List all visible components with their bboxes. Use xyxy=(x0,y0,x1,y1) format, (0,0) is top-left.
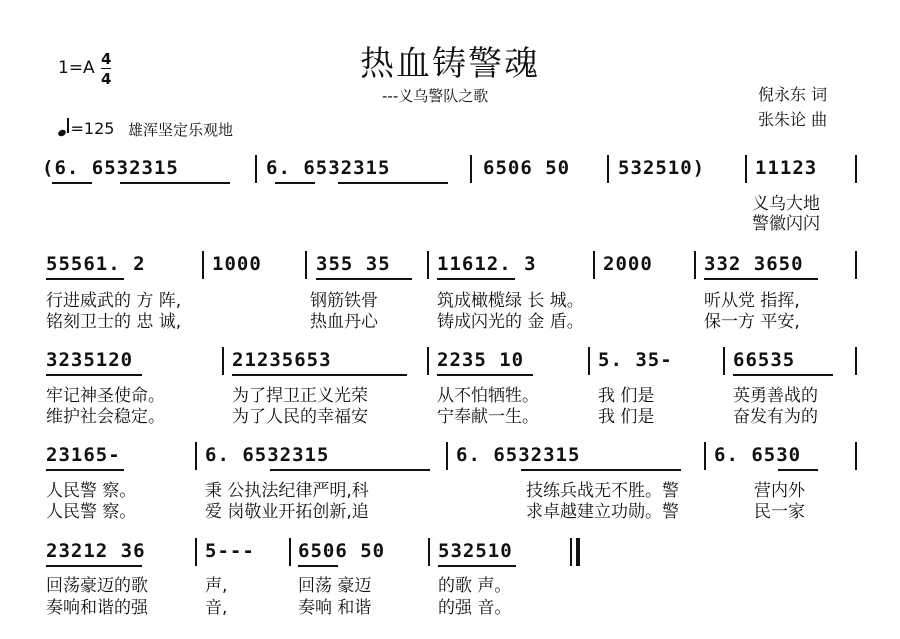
barline xyxy=(855,155,857,183)
lyric-r3-m3-v1: 从不怕牺牲。 xyxy=(437,386,539,406)
time-signature-line xyxy=(101,68,111,69)
beam-line xyxy=(733,374,833,376)
lyric-r4-m2-v2: 爱 岗敬业开拓创新,追 xyxy=(205,502,369,522)
beam-line xyxy=(437,374,533,376)
song-title: 热血铸警魂 xyxy=(360,44,540,84)
measure-r2-m2: 1000 xyxy=(212,253,262,275)
beam-line xyxy=(270,469,430,471)
final-barline-thin xyxy=(570,538,572,566)
barline xyxy=(289,538,291,566)
time-signature-bottom: 4 xyxy=(101,70,112,88)
barline xyxy=(446,442,448,470)
beam-line xyxy=(298,565,338,567)
barline xyxy=(593,251,595,279)
beam-line xyxy=(52,182,92,184)
lyric-r4-m4-v2: 民一家 xyxy=(754,502,805,522)
measure-r1-m4: 532510) xyxy=(618,157,706,179)
barline xyxy=(255,155,257,183)
measure-r2-m5: 2000 xyxy=(603,253,653,275)
measure-r1-m2: 6. 6532315 xyxy=(266,157,391,179)
measure-r2-m6: 332 3650 xyxy=(704,253,804,275)
beam-line xyxy=(120,182,230,184)
lyric-r1-v1: 义乌大地 xyxy=(752,194,820,214)
beam-line xyxy=(46,374,142,376)
measure-r3-m3: 2235 10 xyxy=(437,349,525,371)
lyric-r4-m3-v1: 技练兵战无不胜。警 xyxy=(526,481,679,501)
measure-r5-m4: 532510 xyxy=(438,540,513,562)
lyric-r2-m6-v2: 保一方 平安, xyxy=(704,312,800,332)
beam-line xyxy=(232,374,407,376)
note-stem-icon xyxy=(67,118,69,133)
barline xyxy=(607,155,609,183)
lyric-r2-m3-v2: 热血丹心 xyxy=(310,312,378,332)
beam-line xyxy=(46,565,142,567)
lyric-r5-m4-v2: 的强 音。 xyxy=(438,598,512,618)
barline xyxy=(855,251,857,279)
lyric-r3-m2-v2: 为了人民的幸福安 xyxy=(232,407,368,427)
lyric-r2-m4-v1: 筑成橄榄绿 长 城。 xyxy=(437,291,584,311)
beam-line xyxy=(46,469,124,471)
barline xyxy=(427,251,429,279)
measure-r5-m2: 5--- xyxy=(205,540,255,562)
barline xyxy=(855,347,857,375)
measure-r1-m3: 6506 50 xyxy=(483,157,571,179)
beam-line xyxy=(275,182,315,184)
barline xyxy=(427,347,429,375)
final-barline-thick xyxy=(576,538,580,566)
expression-marking: 雄浑坚定乐观地 xyxy=(128,121,234,139)
tempo-marking xyxy=(58,119,114,138)
beam-line xyxy=(338,182,448,184)
barline xyxy=(723,347,725,375)
lyric-r5-m1-v2: 奏响和谐的强 xyxy=(46,598,148,618)
lyric-r5-m1-v1: 回荡豪迈的歌 xyxy=(46,576,148,596)
lyric-r5-m3-v1: 回荡 豪迈 xyxy=(298,576,372,596)
measure-r4-m3: 6. 6532315 xyxy=(456,444,581,466)
lyric-r3-m3-v2: 宁奉献一生。 xyxy=(437,407,539,427)
measure-r5-m1: 23212 36 xyxy=(46,540,146,562)
lyric-r3-m5-v1: 英勇善战的 xyxy=(733,386,818,406)
barline xyxy=(470,155,472,183)
measure-r4-m2: 6. 6532315 xyxy=(205,444,330,466)
tempo-value: =125 xyxy=(70,119,115,138)
measure-r1-m5: 11123 xyxy=(755,157,818,179)
barline xyxy=(195,538,197,566)
song-subtitle: ---义乌警队之歌 xyxy=(382,87,489,105)
measure-r3-m4: 5. 35- xyxy=(598,349,673,371)
measure-r2-m1: 55561. 2 xyxy=(46,253,146,275)
lyric-r4-m3-v2: 求卓越建立功勋。警 xyxy=(526,502,679,522)
barline xyxy=(428,538,430,566)
barline xyxy=(745,155,747,183)
beam-line xyxy=(437,278,515,280)
lyric-r2-m6-v1: 听从党 指挥, xyxy=(704,291,800,311)
beam-line xyxy=(316,278,412,280)
quarter-note-icon xyxy=(57,129,67,138)
time-signature-top: 4 xyxy=(101,50,112,68)
barline xyxy=(202,251,204,279)
measure-r3-m2: 21235653 xyxy=(232,349,332,371)
barline xyxy=(222,347,224,375)
lyric-r4-m4-v1: 营内外 xyxy=(754,481,805,501)
lyric-r5-m2-v2: 音, xyxy=(205,598,228,618)
key-signature: 1=A xyxy=(58,58,95,78)
barline xyxy=(855,442,857,470)
beam-line xyxy=(521,469,681,471)
measure-r5-m3: 6506 50 xyxy=(298,540,386,562)
lyric-r5-m3-v2: 奏响 和谐 xyxy=(298,598,372,618)
lyric-r3-m2-v1: 为了捍卫正义光荣 xyxy=(232,386,368,406)
composer-credit: 张朱论 曲 xyxy=(758,110,828,129)
measure-r4-m1: 23165- xyxy=(46,444,121,466)
time-signature xyxy=(101,50,111,88)
lyric-r2-m3-v1: 钢筋铁骨 xyxy=(310,291,378,311)
measure-r2-m4: 11612. 3 xyxy=(437,253,537,275)
lyric-r3-m1-v1: 牢记神圣使命。 xyxy=(46,386,165,406)
beam-line xyxy=(46,278,124,280)
barline xyxy=(694,251,696,279)
barline xyxy=(305,251,307,279)
lyric-r4-m1-v1: 人民警 察。 xyxy=(46,481,137,501)
measure-r2-m3: 355 35 xyxy=(316,253,391,275)
lyric-r4-m2-v1: 秉 公执法纪律严明,科 xyxy=(205,481,369,501)
lyric-r3-m4-v1: 我 们是 xyxy=(598,386,655,406)
measure-r3-m5: 66535 xyxy=(733,349,796,371)
barline xyxy=(588,347,590,375)
lyric-r5-m4-v1: 的歌 声。 xyxy=(438,576,512,596)
barline xyxy=(195,442,197,470)
measure-r1-m1: (6. 6532315 xyxy=(42,157,179,179)
beam-line xyxy=(704,278,818,280)
beam-line xyxy=(438,565,516,567)
lyricist-credit: 倪永东 词 xyxy=(758,85,828,104)
lyric-r1-v2: 警徽闪闪 xyxy=(752,214,820,234)
measure-r4-m4: 6. 6530 xyxy=(714,444,802,466)
lyric-r2-m1-v1: 行进威武的 方 阵, xyxy=(46,291,182,311)
beam-line xyxy=(778,469,818,471)
lyric-r3-m5-v2: 奋发有为的 xyxy=(733,407,818,427)
lyric-r3-m1-v2: 维护社会稳定。 xyxy=(46,407,165,427)
lyric-r2-m1-v2: 铭刻卫士的 忠 诚, xyxy=(46,312,182,332)
lyric-r3-m4-v2: 我 们是 xyxy=(598,407,655,427)
measure-r3-m1: 3235120 xyxy=(46,349,134,371)
lyric-r4-m1-v2: 人民警 察。 xyxy=(46,502,137,522)
barline xyxy=(704,442,706,470)
lyric-r5-m2-v1: 声, xyxy=(205,576,228,596)
lyric-r2-m4-v2: 铸成闪光的 金 盾。 xyxy=(437,312,584,332)
